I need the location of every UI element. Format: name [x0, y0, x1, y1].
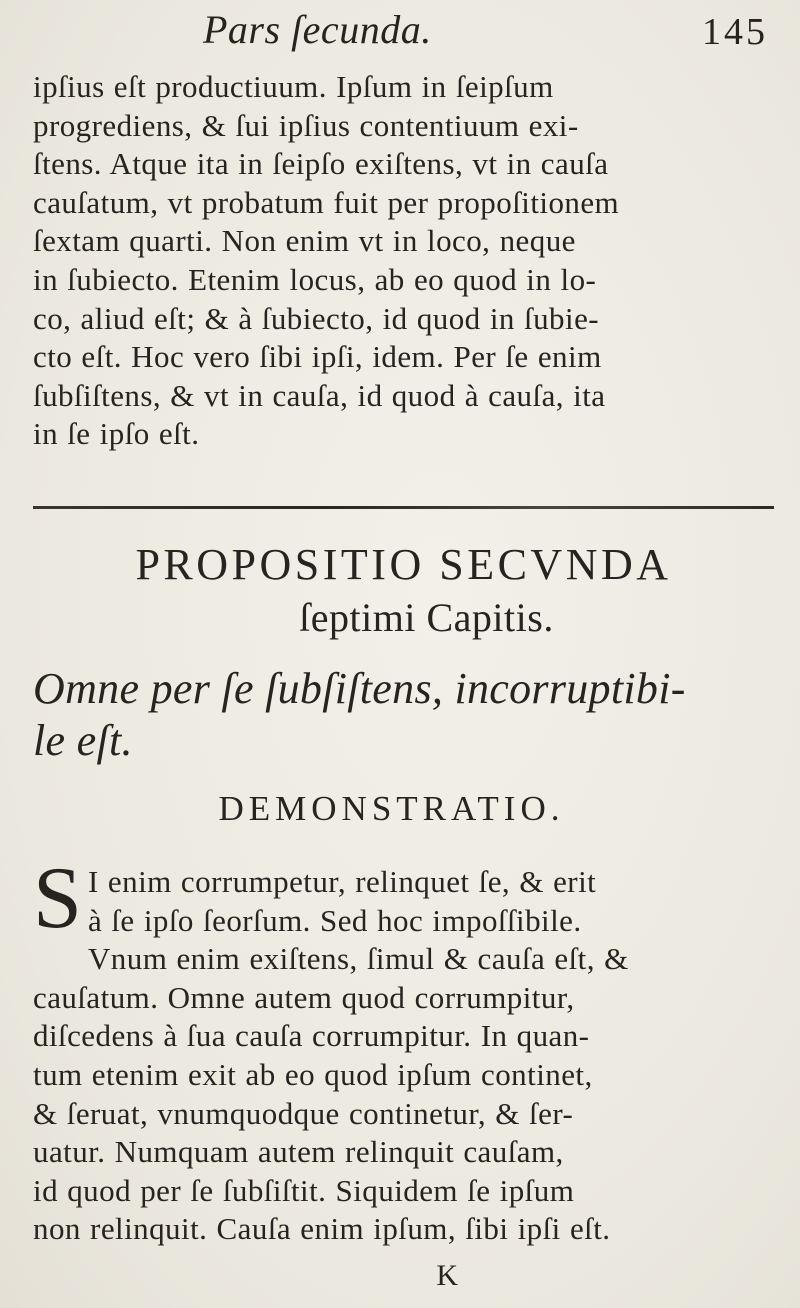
text-line: Vnum enim exiſtens, ſimul & cauſa eſt, &: [87, 941, 629, 977]
text-line: co, aliud eſt; & à ſubiecto, id quod in ſubie-: [33, 300, 600, 336]
text-line: ſubſiſtens, & vt in cauſa, id quod à cauſa, ita: [33, 377, 606, 413]
running-title: Pars ſecunda.: [203, 7, 432, 52]
text-line: cto eſt. Hoc vero ſibi ipſi, idem. Per ſe enim: [33, 339, 602, 375]
text-line: cauſatum. Omne autem quod corrumpitur,: [33, 979, 575, 1015]
enunciation-line: Omne per ſe ſubſiſtens, incorruptibi-: [33, 663, 686, 713]
text-line: & ſeruat, vnumquodque continetur, & ſer-: [33, 1095, 574, 1131]
demonstration-heading: DEMONSTRATIO.: [218, 788, 565, 828]
paragraph-top: [33, 68, 780, 454]
section-divider: [33, 506, 774, 509]
text-line: in ſubiecto. Etenim locus, ab eo quod in lo-: [33, 261, 597, 297]
text-line: ſtens. Atque ita in ſeipſo exiſtens, vt in cauſa: [33, 146, 609, 182]
text-line: ipſius eſt productiuum. Ipſum in ſeipſum: [33, 69, 554, 104]
text-line: cauſatum, vt probatum fuit per propoſitionem: [33, 184, 620, 220]
text-line: tum etenim exit ab eo quod ipſum continet,: [33, 1056, 593, 1092]
text-line: I enim corrumpetur, relinquet ſe, & erit: [87, 863, 597, 899]
text-line: à ſe ipſo ſeorſum. Sed hoc impoſſibile.: [87, 902, 582, 938]
text-line: progrediens, & ſui ipſius contentiuum exi-: [33, 107, 579, 143]
proposition-enunciation: [33, 663, 780, 767]
text-line: ſextam quarti. Non enim vt in loco, neque: [33, 223, 576, 259]
proposition-subheading: ſeptimi Capitis.: [299, 594, 554, 640]
text-line: diſcedens à ſua cauſa corrumpitur. In quan-: [33, 1018, 590, 1054]
enunciation-line: le eſt.: [33, 715, 133, 765]
drop-cap: S: [33, 849, 82, 947]
catchword: K: [436, 1258, 460, 1292]
demonstration-text: [33, 849, 780, 1249]
proposition-heading: PROPOSITIO SECVNDA: [135, 539, 672, 589]
text-line: uatur. Numquam autem relinquit cauſam,: [33, 1134, 564, 1170]
text-line: in ſe ipſo eſt.: [33, 416, 200, 452]
text-line: id quod per ſe ſubſiſtit. Siquidem ſe ipſum: [33, 1172, 575, 1208]
text-line: non relinquit. Cauſa enim ipſum, ſibi ipſi eſt.: [33, 1211, 611, 1247]
page-number: 145: [702, 11, 768, 53]
demonstration-body: [33, 849, 780, 1292]
running-head: [33, 0, 780, 68]
